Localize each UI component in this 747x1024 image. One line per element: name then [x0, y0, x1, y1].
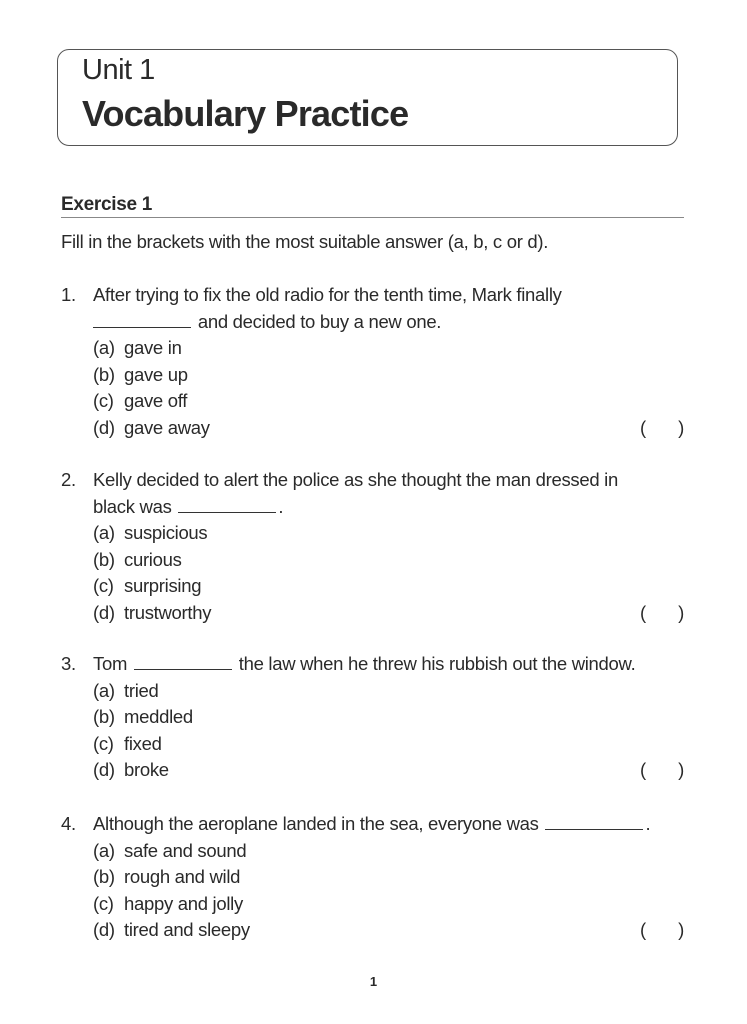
question-text: After trying to fix the old radio for the tenth time, Mark finally [93, 284, 562, 305]
question-number: 4. [61, 813, 76, 834]
answer-bracket[interactable]: ( ) [640, 919, 684, 940]
option-a: (a) safe and sound [93, 839, 247, 861]
answer-bracket[interactable]: ( ) [640, 601, 684, 623]
option-d: (d) trustworthy ( ) [61, 600, 684, 627]
question-text-continued: and decided to buy a new one. [197, 310, 442, 332]
question-4: 4. Although the aeroplane landed in the sea, everyone was . (a) safe and sound (b) rough and wild (c) happy and jolly (d) tired and sleepy ( ) [61, 811, 684, 944]
option-a: (a) gave in [93, 337, 182, 358]
option-a: (a) tried [93, 679, 159, 701]
option-b: (b) gave up [93, 363, 188, 385]
option-d: (d) broke ( ) [61, 757, 684, 784]
answer-bracket[interactable]: ( ) [640, 759, 684, 780]
unit-label: Unit 1 [82, 54, 155, 86]
question-3 [61, 651, 684, 784]
question-number: 1. [61, 284, 76, 305]
page-number: 1 [369, 974, 378, 989]
option-d: (d) gave away ( ) [61, 415, 684, 442]
answer-blank [93, 311, 191, 328]
question-text-continued: the law when he threw his rubbish out the window. [238, 653, 636, 674]
option-d: (d) tired and sleepy ( ) [61, 917, 684, 944]
exercise-instructions: Fill in the brackets with the most suitable answer (a, b, c or d). [61, 231, 549, 252]
question-number: 3. [61, 653, 76, 674]
answer-blank [545, 813, 643, 830]
unit-title-box [57, 49, 678, 146]
option-c: (c) fixed [93, 732, 162, 754]
option-c: (c) surprising [93, 575, 202, 596]
question-1 [61, 282, 684, 441]
option-b: (b) meddled [93, 706, 193, 727]
question-text: Kelly decided to alert the police as she thought the man dressed in [93, 469, 618, 490]
option-b: (b) rough and wild [93, 866, 241, 887]
question-text: Although the aeroplane landed in the sea, everyone was [93, 813, 539, 834]
question-2: 2. Kelly decided to alert the police as she thought the man dressed in black was . (a) suspicious (b) curious (c) surprising (d) trustworthy ( ) [61, 467, 684, 626]
exercise-heading: Exercise 1 [61, 194, 684, 218]
answer-blank [134, 653, 232, 670]
option-c: (c) happy and jolly [93, 892, 243, 914]
question-text: Tom [93, 653, 128, 674]
option-b: (b) curious [93, 548, 182, 570]
answer-bracket[interactable]: ( ) [640, 416, 684, 438]
question-number: 2. [61, 469, 76, 490]
page-title: Vocabulary Practice [82, 93, 409, 134]
answer-blank [178, 496, 276, 513]
question-text-continued: black was [93, 495, 172, 517]
option-c: (c) gave off [93, 390, 188, 411]
option-a: (a) suspicious [93, 522, 208, 543]
